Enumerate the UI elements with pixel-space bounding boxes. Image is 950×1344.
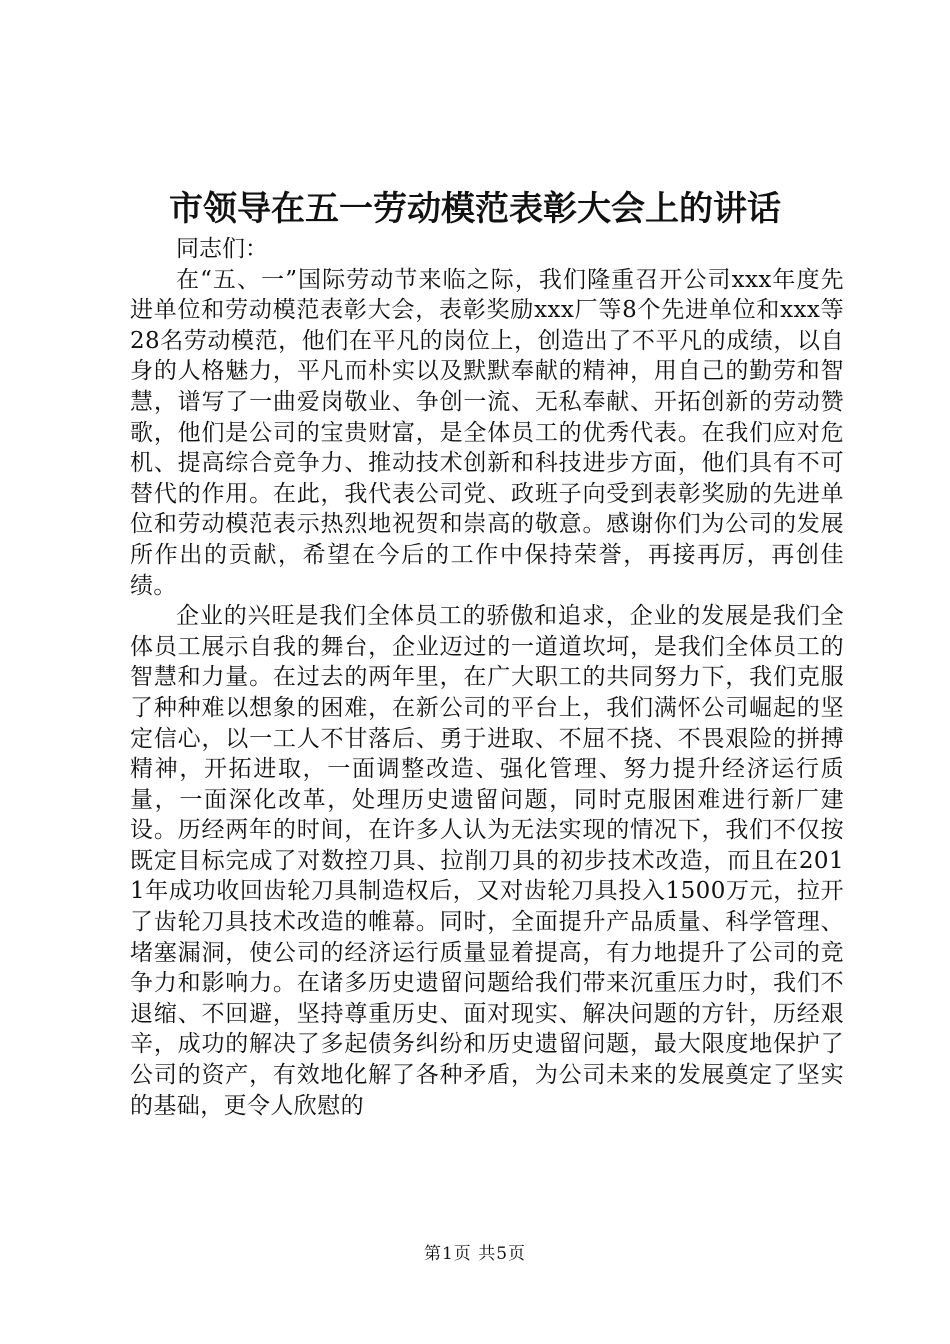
paragraph: 在“五、一”国际劳动节来临之际，我们隆重召开公司xxx年度先进单位和劳动模范表彰大会，表彰奖励xxx厂等8个先进单位和xxx等28名劳动模范，他们在平凡的岗位上，创造出了不平凡的成绩，以自身的人格魅力，平凡而朴实以及默默奉献的精神，用自己的勤劳和智慧，谱写了一曲爱岗敬业、争创一流、无私奉献、开拓创新的劳动赞歌，他们是公司的宝贵财富，是全体员工的优秀代表。在我们应对危机、提高综合竞争力、推动技术创新和科技进步方面，他们具有不可替代的作用。在此，我代表公司党、政班子向受到表彰奖励的先进单位和劳动模范表示热烈地祝贺和崇高的敬意。感谢你们为公司的发展所作出的贡献，希望在今后的工作中保持荣誉，再接再厉，再创佳绩。 <box>130 266 844 599</box>
salutation: 同志们： <box>176 236 268 262</box>
paragraph: 企业的兴旺是我们全体员工的骄傲和追求，企业的发展是我们全体员工展示自我的舞台，企业迈过的一道道坎坷，是我们全体员工的智慧和力量。在过去的两年里，在广大职工的共同努力下，我们克服了种种难以想象的困难，在新公司的平台上，我们满怀公司崛起的坚定信心，以一工人不甘落后、勇于进取、不屈不挠、不畏艰险的拼搏精神，开拓进取，一面调整改造、强化管理、努力提升经济运行质量，一面深化改革，处理历史遗留问题，同时克服困难进行新厂建设。历经两年的时间，在许多人认为无法实现的情况下，我们不仅按既定目标完成了对数控刀具、拉削刀具的初步技术改造，而且在2011年成功收回齿轮刀具制造权后，又对齿轮刀具投入1500万元，拉开了齿轮刀具技术改造的帷幕。同时，全面提升产品质量、科学管理、堵塞漏洞，使公司的经济运行质量显着提高，有力地提升了公司的竞争力和影响力。在诸多历史遗留问题给我们带来沉重压力时，我们不退缩、不回避，坚持尊重历史、面对现实、解决问题的方针，历经艰辛，成功的解决了多起债务纠纷和历史遗留问题，最大限度地保护了公司的资产，有效地化解了各种矛盾，为公司未来的发展奠定了坚实的基础，更令人欣慰的 <box>130 603 844 1119</box>
document-body <box>130 234 844 1121</box>
page-title: 市领导在五一劳动模范表彰大会上的讲话 <box>169 189 781 229</box>
page-number-footer: 第1页 共5页 <box>423 1244 527 1264</box>
